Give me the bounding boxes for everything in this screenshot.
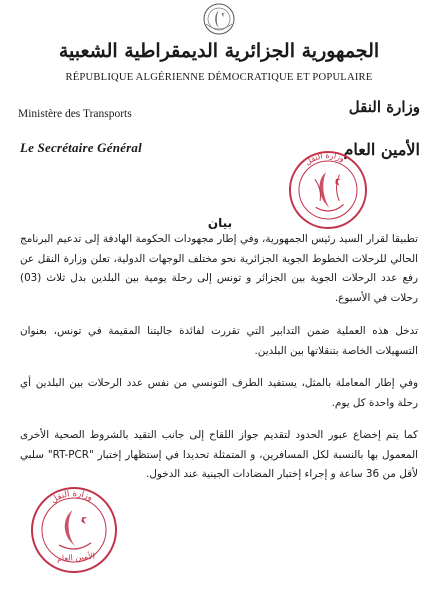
- paragraph-flights-increase: تطبيقا لقرار السيد رئيس الجمهورية، وفي إطار مجهودات الحكومة الهادفة إلى تدعيم البرنامج الحالي للرحلات الخطوط الجوية الجزائرية نحو مختلف الوجهات الدولية، تعلن وزارة النقل عن رفع عدد الرحلات الجوية بين الجزائر و تونس إلى رحلة يومية بين البلدين بدل ثلاث (03) رحلات في الأسبوع.: [20, 233, 418, 304]
- paragraph-health-requirements: كما يتم إخضاع عبور الحدود لتقديم جواز اللقاح إلى جانب التقيد بالشروط الصحية الأخرى المعمول بها بالنسبة لكل المسافرين، و المتمثلة تحديدا في إستظهار إختبار "RT-PCR" سلبي لأقل من 36 ساعة و إجراء إختبار المضادات الجينية عند الدخول.: [20, 429, 418, 480]
- secretary-general-arabic: الأمين العام: [343, 140, 420, 159]
- state-emblem-icon: [200, 2, 238, 36]
- republic-title-arabic: الجمهورية الجزائرية الديمقراطية الشعبية: [58, 40, 380, 62]
- republic-title-french: RÉPUBLIQUE ALGÉRIENNE DÉMOCRATIQUE ET POPULAIRE: [65, 72, 373, 83]
- official-stamp-icon: [25, 481, 123, 579]
- statement-title: بيان: [207, 216, 233, 230]
- stamp-top-text: وزارة النقل: [303, 150, 346, 167]
- ministry-name-arabic: وزارة النقل: [348, 98, 420, 116]
- ministry-name-french: Ministère des Transports: [18, 108, 132, 120]
- secretary-general-french: Le Secrétaire Général: [20, 140, 142, 155]
- stamp-bottom-text: وزارة النقل: [49, 488, 95, 506]
- stamp-bottom-label: الأمين العام: [56, 551, 96, 564]
- paragraph-diaspora-measures: تدخل هذه العملية ضمن التدابير التي تقررت لفائدة جاليتنا المقيمة في تونس، بعنوان التسهيلات الخاصة بتنقلاتها بين البلدين.: [20, 325, 418, 357]
- official-stamp-icon: [282, 144, 374, 236]
- paragraph-reciprocity: وفي إطار المعاملة بالمثل، يستفيد الطرف التونسي من نفس عدد الرحلات بين البلدين أي رحلة واحدة كل يوم.: [20, 377, 418, 409]
